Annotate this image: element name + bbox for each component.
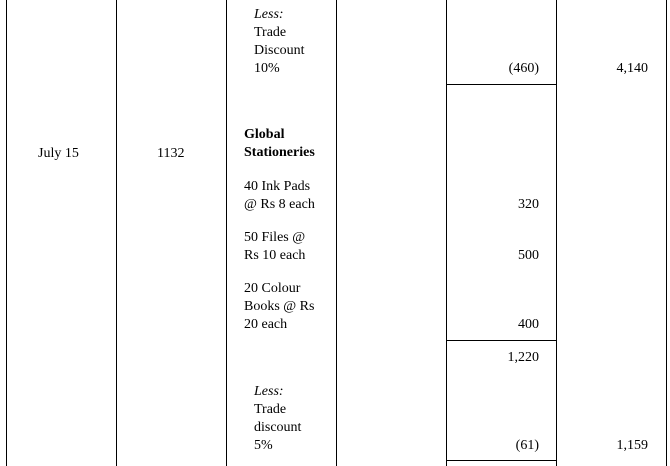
column-border-4 xyxy=(336,0,337,466)
amount-subtotal-rule xyxy=(446,340,556,341)
item-1-amount: 320 xyxy=(518,197,539,212)
subtotal-amount: 1,220 xyxy=(507,350,539,365)
discount-amount-bottom: (61) xyxy=(515,438,539,453)
item-2-line-1: 50 Files @ xyxy=(244,230,306,245)
column-border-1 xyxy=(6,0,7,466)
discount-line-bottom-1: Trade xyxy=(254,402,287,417)
item-3-line-3: 20 each xyxy=(244,317,288,332)
item-3-line-1: 20 Colour xyxy=(244,281,301,296)
discount-line-top-3: 10% xyxy=(254,61,280,76)
item-2-line-2: Rs 10 each xyxy=(244,248,306,263)
column-border-3 xyxy=(226,0,227,466)
entry-date: July 15 xyxy=(38,146,79,161)
less-label-bottom: Less: xyxy=(254,384,284,399)
discount-line-top-2: Discount xyxy=(254,43,305,58)
amount-total-rule-2 xyxy=(446,460,556,461)
amount-total-rule-1 xyxy=(446,84,556,85)
item-3-line-2: Books @ Rs xyxy=(244,299,315,314)
discount-line-bottom-2: discount xyxy=(254,420,302,435)
column-border-2 xyxy=(116,0,117,466)
discount-amount-top: (460) xyxy=(508,61,539,76)
item-2-amount: 500 xyxy=(518,248,539,263)
invoice-number: 1132 xyxy=(157,146,185,161)
item-3-amount: 400 xyxy=(518,317,539,332)
supplier-name-line-2: Stationeries xyxy=(244,145,315,160)
column-border-7 xyxy=(666,0,667,466)
discount-line-bottom-3: 5% xyxy=(254,438,273,453)
item-1-line-2: @ Rs 8 each xyxy=(244,197,315,212)
less-label-top: Less: xyxy=(254,7,284,22)
discount-line-top-1: Trade xyxy=(254,25,287,40)
net-total-bottom: 1,159 xyxy=(616,438,648,453)
supplier-name-line-1: Global xyxy=(244,127,285,142)
net-total-top: 4,140 xyxy=(616,61,648,76)
item-1-line-1: 40 Ink Pads xyxy=(244,179,311,194)
